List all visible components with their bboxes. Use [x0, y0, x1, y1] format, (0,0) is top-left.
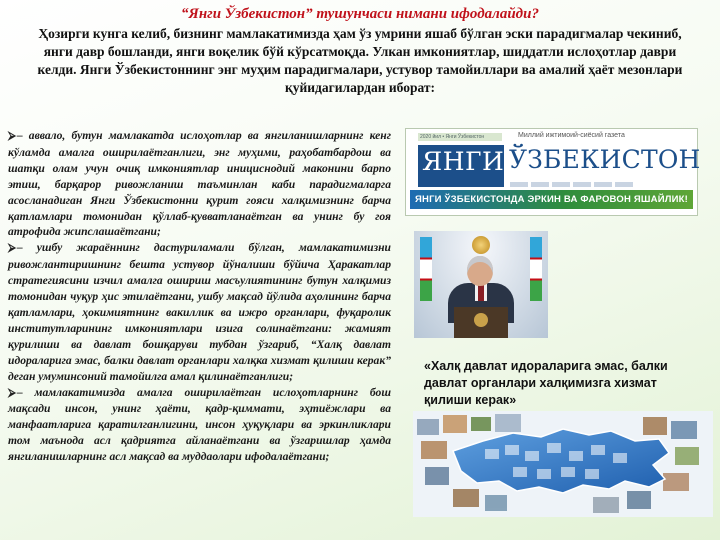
- intro-paragraph: Ҳозирги кунга келиб, бизнинг мамлакатимизда ҳам ўз умрини яшаб бўлган эски парадигмалар чекиниб, янги давр бошланди, янги воқелик бўй кўрсатмоқда. Улкан имкониятлар, шиддатли ислоҳотлар даври келди. Янги Ўзбекистоннинг энг муҳим парадигмалари, устувор тамойиллари ва амалий ҳаёт мезонлари қуйидагилардан иборат:: [37, 26, 683, 95]
- map-collage-image: [413, 411, 713, 517]
- speaker-photo: [414, 231, 548, 338]
- newspaper-left-block: [418, 145, 504, 187]
- state-emblem-icon: [472, 236, 490, 254]
- arrow-bullet-icon: ⮚: [8, 130, 16, 142]
- bullet-text: – аввало, бутун мамлакатда ислоҳотлар ва янгиланишларнинг кенг кўламда амалга оширилаётганлиги, энг муҳими, раҳобатбардош ва шатқи олам учун очиқ имкониятлар инициснодий маконини барпо этиш, барқарор ривожланиш таъминлан каби парадигмаларга асосланадиган Янги Ўзбекистонни қурит гояси халқимизнинг барча қатламлари томонидан қўллаб-қувватланаётган ва унинг бу гоя атрофида жипслашаётгани;: [8, 129, 391, 239]
- page-title: “Янги Ўзбекистон” тушунчаси нимани ифодалайди?: [181, 6, 539, 22]
- bullet-text: – мамлакатимизда амалга оширилаётган ислоҳотларнинг бош мақсади инсон, унинг ҳаёти, қадр-қиммати, эҳтиёжлари ва манфаатларига қаратилганлигини, инсон ҳуқуқлари ва эркинликлари том маънода асл қадриятга айланаётгани ва ўзгаришлар ҳамда янгиланишларнинг асл мақсад ва муддаолари ифодалаётгани;: [8, 385, 391, 464]
- speaker-head: [467, 256, 493, 286]
- bullet-item: [8, 128, 391, 240]
- podium-crest-icon: [474, 313, 488, 327]
- newspaper-masthead-image: [405, 128, 701, 216]
- newspaper-subtitle: Миллий ижтимоий-сиёсий газета: [518, 132, 625, 139]
- newspaper-tag: 2020 йил • Янги Ўзбекистон: [418, 133, 502, 141]
- newspaper-word-right: ЎЗБЕКИСТОН: [509, 145, 701, 174]
- flag-icon: [420, 237, 432, 301]
- bullet-item: [8, 385, 391, 466]
- arrow-bullet-icon: ⮚: [8, 242, 16, 255]
- flag-icon: [530, 237, 542, 301]
- newspaper-banner: ЯНГИ ЎЗБЕКИСТОНДА ЭРКИН ВА ФАРОВОН ЯШАЙЛИК!: [410, 190, 693, 209]
- bullet-list: [8, 128, 391, 465]
- map-collage-graphic: [413, 411, 713, 517]
- newspaper-word-left: ЯНГИ: [422, 147, 505, 176]
- arrow-bullet-icon: ⮚: [8, 386, 16, 399]
- bullet-text: – ушбу жараённинг дастуриламали бўлган, мамлакатимизни ривожлантиришнинг бешта устувор йўналиши бўйича Ҳаракатлар стратегиясини изчил амалга ошириш масъулиятининг бутун халқимиз томонидан чуқур ҳис этилаётгани, ушбу мақсад йўлида аҳолининг барча қатламлари, ҳокимиятнинг вакиллик ва ижро органлари, фуқаролик институтларининг имкониятлари изига солинаётгани: жамият қурилиши ва давлат бошқаруви тубдан ўзгариб, “Халқ давлат идораларига эмас, балки давлат органлари халқка хизмат қилиши керак” деган умуминсоний тамойилга амал қилинаётганлиги;: [8, 241, 391, 383]
- newspaper-info-strip: [510, 175, 688, 186]
- quote-text: «Халқ давлат идораларига эмас, балки давлат органлари халқимизга хизмат қилиши керак»: [424, 359, 668, 407]
- bullet-item: [8, 240, 391, 384]
